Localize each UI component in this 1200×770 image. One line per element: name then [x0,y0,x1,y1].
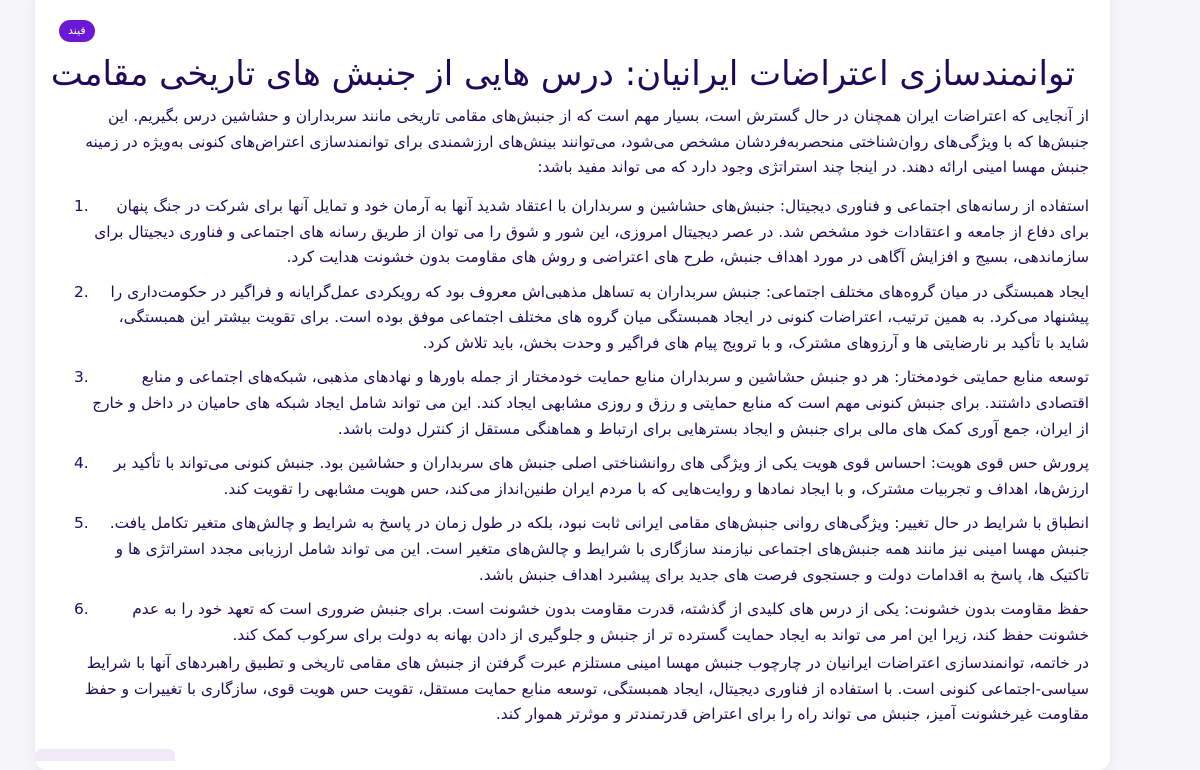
conclusion-paragraph: در خاتمه، توانمندسازی اعتراضات ایرانیان در چارچوب جنبش مهسا امینی مستلزم عبرت گرفتن از جنبش های مقامی تاریخی و تطبیق راهبردهای آنها با شرایط سیاسی-اجتماعی کنونی است. با استفاده از فناوری دیجیتال، ایجاد همبستگی، توسعه منابع حمایت مستقل، تقویت حس هویت قوی، سازگاری با تغییرات و حفظ مقاومت غیرخشونت آمیز، جنبش می تواند راه را برای اعتراض قدرتمندتر و موثرتر هموار کند. [84,654,1089,724]
list-number: 5. [74,514,89,533]
intro-paragraph: از آنجایی که اعتراضات ایران همچنان در حال گسترش است، بسیار مهم است که از جنبش‌های مقامی تاریخی مانند سربداران و حشاشین درس بگیریم. این جنبش‌ها که با ویژگی‌های روان‌شناختی منحصربه‌فردشان مشخص می‌شود، می‌توانند بینش‌های ارزشمندی برای توانمندسازی اعتراض‌های کنونی به‌ویژه در زمینه جنبش مهسا امینی ارائه دهند. در اینجا چند استراتژی وجود دارد که می تواند مفید باشد: [85,107,1089,177]
list-number: 6. [74,599,89,618]
list-item [74,451,1089,502]
list-item-text: حفظ مقاومت بدون خشونت: یکی از درس های کلیدی از گذشته، قدرت مقاومت بدون خشونت است. برای جنبش ضروری است که تعهد خود را به عدم خشونت حفظ کند، زیرا این امر می تواند به ایجاد حمایت گسترده تر از جنبش و جلوگیری از دادن بهانه به دولت برای سرکوب کمک کند. [132,599,1089,644]
list-number: 2. [74,282,89,301]
list-item [74,597,1089,648]
article-title: توانمندسازی اعتراضات ایرانیان: درس هایی از جنبش های تاریخی مقامت [50,54,1075,94]
list-item [74,511,1089,588]
list-item-text: استفاده از رسانه‌های اجتماعی و فناوری دیجیتال: جنبش‌های حشاشین و سربداران با اعتقاد شدید آنها به آرمان خود و تمایل آنها برای شرکت در جنگ پنهان برای دفاع از جامعه و اعتقادات خود مشخص شد. در عصر دیجیتال امروزی، این شور و شوق را می توان از طریق رسانه های اجتماعی و فناوری دیجیتال برای سازماندهی، بسیج و افزایش آگاهی در مورد اهداف جنبش، طرح های اعتراضی و روش های مقاومت بدون خشونت هدایت کرد. [94,197,1089,267]
list-item [74,194,1089,271]
list-item-text: توسعه منابع حمایتی خودمختار: هر دو جنبش حشاشین و سربداران منابع حمایت خودمختار از جمله باورها و نهادهای مذهبی، شبکه‌های اجتماعی و منابع اقتصادی داشتند. برای جنبش کنونی مهم است که منابع حمایتی و رزق و روزی مشابهی ایجاد کند. این می تواند شامل ایجاد شبکه های حامیان در داخل و خارج از ایران، جمع آوری کمک های مالی برای جنبش و ایجاد بسترهایی برای ارتباط و هماهنگی مستقل از کنترل دولت باشد. [92,368,1089,438]
list-item-text: انطباق با شرایط در حال تغییر: ویژگی‌های روانی جنبش‌های مقامی ایرانی ثابت نبود، بلکه در طول زمان در پاسخ به شرایط و چالش‌های متغیر تکامل یافت. جنبش مهسا امینی نیز مانند همه جنبش‌های اجتماعی نیازمند سازگاری با شرایط و چالش‌های متغیر است. این می تواند شامل ارزیابی مجدد استراتژی ها و تاکتیک ها، پاسخ به اقدامات دولت و جستجوی فرصت های جدید برای پیشبرد اهداف جنبش باشد. [109,514,1089,584]
list-item-text: پرورش حس قوی هویت: احساس قوی هویت یکی از ویژگی های روانشناختی اصلی جنبش های سربداران و حشاشین بود. جنبش کنونی می‌تواند با تأکید بر ارزش‌ها، اهداف و تجربیات مشترک، و با ایجاد نمادها و روایت‌هایی که با مردم ایران طنین‌انداز می‌کند، حس هویت مشابهی را تقویت کند. [113,454,1089,498]
list-item [74,280,1089,357]
list-number: 4. [74,454,89,473]
bottom-tab-stub [35,749,175,761]
list-item [74,365,1089,442]
list-number: 1. [74,197,89,215]
list-number: 3. [74,368,89,387]
tag-badge[interactable]: فیند [59,20,95,42]
list-item-text: ایجاد همبستگی در میان گروه‌های مختلف اجتماعی: جنبش سربداران به تساهل مذهبی‌اش معروف بود که رویکردی عمل‌گرایانه و فراگیر در حکومت‌داری را پیشنهاد می‌کرد. به همین ترتیب، اعتراضات کنونی در ایجاد همبستگی میان گروه های مختلف اجتماعی موفق بوده است. برای تقویت بیشتر این همبستگی، شاید با تأکید بر نارضایتی ها و آرزوهای مشترک، و با ترویج پیام های فراگیر و وحدت بخش، باید تلاش کرد. [110,282,1089,353]
strategy-list [74,194,1089,657]
